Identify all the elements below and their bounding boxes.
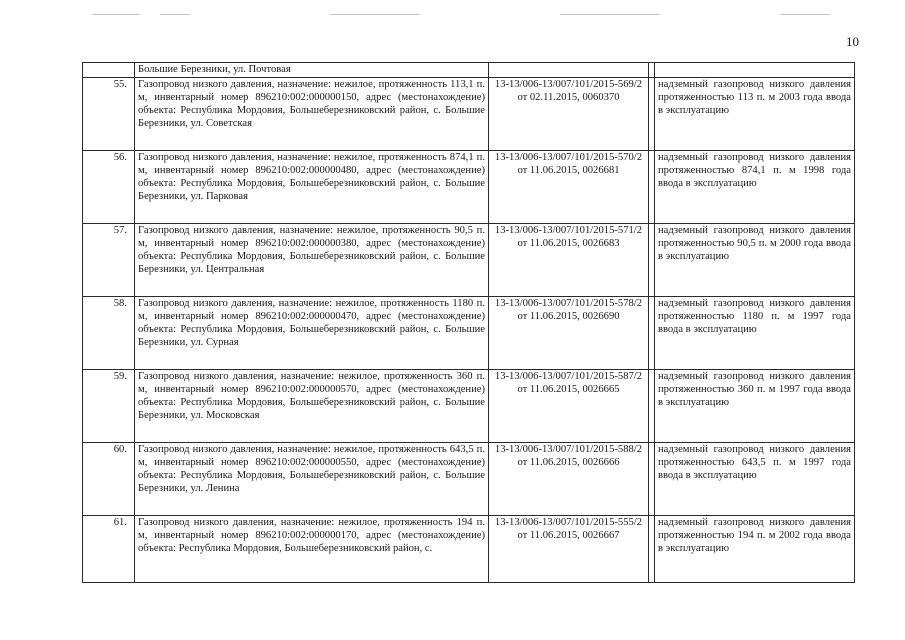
object-description-cell: Газопровод низкого давления, назначение: нежилое, протяженность 1180 п. м, инвентарный номер 896210:002:000000470, адрес (местонахождение) объекта: Республика Мордовия, Большеберезниковский район, с. Большие Березники, ул. Сурная (135, 297, 489, 370)
characteristics-cell (655, 63, 855, 78)
characteristics-cell: надземный газопровод низкого давления протяженностью 643,5 п. м 1997 года ввода в эксплуатацию (655, 443, 855, 516)
row-number-cell: 59. (83, 370, 135, 443)
object-description-cell: Газопровод низкого давления, назначение: нежилое, протяженность 194 п. м, инвентарный номер 896210:002:000000170, адрес (местонахождение) объекта: Республика Мордовия, Большеберезниковский район, с. (135, 516, 489, 583)
registration-cell (489, 63, 649, 78)
object-description-cell: Газопровод низкого давления, назначение: нежилое, протяженность 643,5 п. м, инвентарный номер 896210:002:000000550, адрес (местонахождение) объекта: Республика Мордовия, Большеберезниковский район, с. Большие Березники, ул. Ленина (135, 443, 489, 516)
object-description-cell: Газопровод низкого давления, назначение: нежилое, протяженность 874,1 п. м, инвентарный номер 896210:002:000000480, адрес (местонахождение) объекта: Республика Мордовия, Большеберезниковский район, с. Большие Березники, ул. Парковая (135, 151, 489, 224)
characteristics-cell: надземный газопровод низкого давления протяженностью 874,1 п. м 1998 года ввода в эксплуатацию (655, 151, 855, 224)
table-row (83, 151, 855, 224)
row-number-cell: 58. (83, 297, 135, 370)
row-number-cell: 61. (83, 516, 135, 583)
registration-cell: 13-13/006-13/007/101/2015-569/2 от 02.11.2015, 0060370 (489, 78, 649, 151)
registration-cell: 13-13/006-13/007/101/2015-571/2 от 11.06.2015, 0026683 (489, 224, 649, 297)
table-row (83, 370, 855, 443)
table-row (83, 78, 855, 151)
registration-cell: 13-13/006-13/007/101/2015-555/2 от 11.06.2015, 0026667 (489, 516, 649, 583)
row-number-cell: 55. (83, 78, 135, 151)
characteristics-cell: надземный газопровод низкого давления протяженностью 1180 п. м 1997 года ввода в эксплуатацию (655, 297, 855, 370)
table-row (83, 443, 855, 516)
scan-artifact (560, 14, 660, 15)
row-number-cell: 60. (83, 443, 135, 516)
characteristics-cell: надземный газопровод низкого давления протяженностью 194 п. м 2002 года ввода в эксплуатацию (655, 516, 855, 583)
property-registry-table (82, 62, 855, 583)
row-number-cell: 57. (83, 224, 135, 297)
object-description-cell: Газопровод низкого давления, назначение: нежилое, протяженность 360 п. м, инвентарный номер 896210:002:000000570, адрес (местонахождение) объекта: Республика Мордовия, Большеберезниковский район, с. Большие Березники, ул. Московская (135, 370, 489, 443)
object-description-cell: Газопровод низкого давления, назначение: нежилое, протяженность 90,5 п. м, инвентарный номер 896210:002:000000380, адрес (местонахождение) объекта: Республика Мордовия, Большеберезниковский район, с. Большие Березники, ул. Центральная (135, 224, 489, 297)
characteristics-cell: надземный газопровод низкого давления протяженностью 360 п. м 1997 года ввода в эксплуатацию (655, 370, 855, 443)
row-number-cell (83, 63, 135, 78)
table-row (83, 297, 855, 370)
registration-cell: 13-13/006-13/007/101/2015-578/2 от 11.06.2015, 0026690 (489, 297, 649, 370)
scan-artifact (780, 14, 830, 15)
table-row (83, 516, 855, 583)
characteristics-cell: надземный газопровод низкого давления протяженностью 113 п. м 2003 года ввода в эксплуатацию (655, 78, 855, 151)
object-description-cell: Большие Березники, ул. Почтовая (135, 63, 489, 78)
registration-cell: 13-13/006-13/007/101/2015-570/2 от 11.06.2015, 0026681 (489, 151, 649, 224)
object-description-cell: Газопровод низкого давления, назначение: нежилое, протяженность 113,1 п. м, инвентарный номер 896210:002:000000150, адрес (местонахождение) объекта: Республика Мордовия, Большеберезниковский район, с. Большие Березники, ул. Советская (135, 78, 489, 151)
registration-cell: 13-13/006-13/007/101/2015-587/2 от 11.06.2015, 0026665 (489, 370, 649, 443)
table-row-continuation (83, 63, 855, 78)
scan-artifact (92, 14, 140, 15)
scan-artifact (160, 14, 190, 15)
row-number-cell: 56. (83, 151, 135, 224)
registration-cell: 13-13/006-13/007/101/2015-588/2 от 11.06.2015, 0026666 (489, 443, 649, 516)
table-row (83, 224, 855, 297)
page-number: 10 (846, 34, 859, 49)
characteristics-cell: надземный газопровод низкого давления протяженностью 90,5 п. м 2000 года ввода в эксплуатацию (655, 224, 855, 297)
scan-artifact (330, 14, 420, 15)
